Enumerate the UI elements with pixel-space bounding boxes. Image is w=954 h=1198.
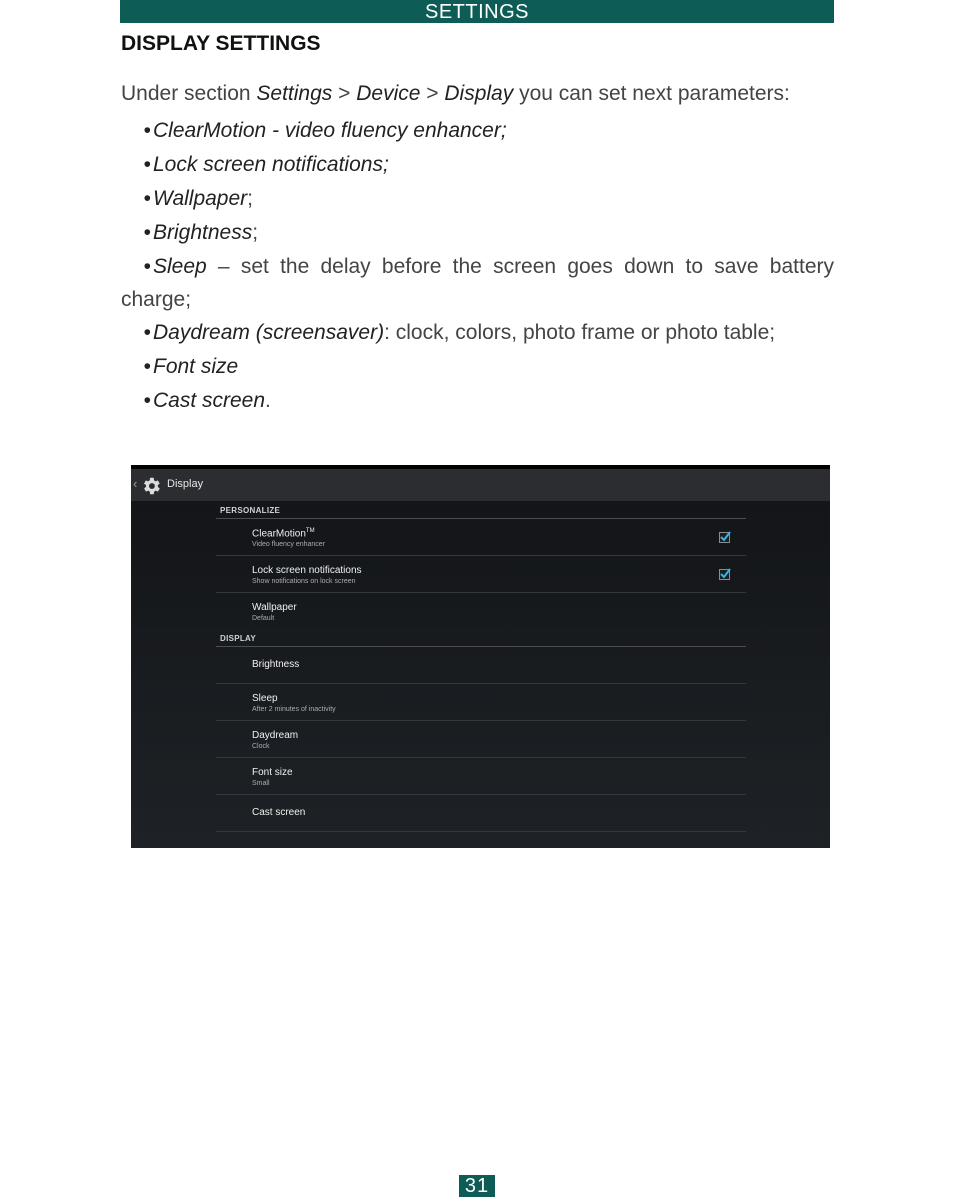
list-item [121,182,834,216]
pref-title: Font size [252,767,293,778]
feature-name: Sleep [153,255,207,278]
list-item [121,148,834,182]
feature-desc: ; [247,187,254,210]
category-header-personalize: PERSONALIZE [216,501,746,519]
pref-title: Cast screen [252,807,306,818]
pref-summary: Clock [252,743,270,750]
preference-list [216,501,746,832]
gear-icon[interactable] [140,475,162,497]
pref-font-size[interactable] [216,758,746,795]
section-title: DISPLAY SETTINGS [121,32,321,55]
checkmark-icon [719,530,731,542]
category-header-display: DISPLAY [216,629,746,647]
action-bar-title: Display [167,478,204,490]
intro-paragraph [121,80,834,108]
action-bar[interactable] [131,469,830,501]
feature-name: Wallpaper [153,187,248,210]
pref-summary: After 2 minutes of inactivity [252,706,336,713]
path-display: Display [444,82,514,105]
clearmotion-checkbox[interactable] [719,532,730,543]
bullet: • [143,355,151,378]
list-item [121,384,834,418]
feature-name: Brightness [153,221,253,244]
feature-name: ClearMotion - video fluency enhancer; [153,119,507,142]
path-separator: > [420,82,445,105]
pref-title: Daydream [252,730,299,741]
trademark: TM [305,528,315,534]
feature-name: Font size [153,355,239,378]
pref-title-text: ClearMotion [252,528,306,540]
pref-wallpaper[interactable] [216,593,746,629]
list-item [121,114,834,148]
running-header-label: SETTINGS [424,1,529,23]
bullet: • [143,321,151,344]
path-settings: Settings [256,82,333,105]
pref-title: Lock screen notifications [252,565,362,576]
list-item [121,350,834,384]
pref-brightness[interactable] [216,647,746,684]
pref-summary: Small [252,780,270,787]
list-item [121,250,834,316]
pref-sleep[interactable] [216,684,746,721]
pref-title: Wallpaper [252,602,297,613]
page-number: 31 [459,1175,495,1197]
bullet: • [143,221,151,244]
pref-clearmotion[interactable] [216,519,746,556]
feature-desc: ; [252,221,259,244]
bullet: • [143,187,151,210]
feature-list [121,114,834,418]
pref-summary: Show notifications on lock screen [252,578,356,585]
path-separator: > [332,82,357,105]
feature-desc: : clock, colors, photo frame or photo table; [384,321,776,344]
feature-name: Daydream (screensaver) [153,321,385,344]
lock-screen-checkbox[interactable] [719,569,730,580]
pref-lock-screen-notifications[interactable] [216,556,746,593]
list-item [121,316,834,350]
pref-cast-screen[interactable] [216,795,746,832]
intro-suffix: you can set next parameters: [513,82,790,105]
intro-prefix: Under section [121,82,257,105]
checkmark-icon [719,567,731,579]
bullet: • [143,389,151,412]
pref-daydream[interactable] [216,721,746,758]
running-header [120,0,834,23]
bullet: • [143,153,151,176]
pref-title: Sleep [252,693,278,704]
path-device: Device [356,82,421,105]
pref-summary: Video fluency enhancer [252,541,326,548]
feature-name: Lock screen notifications; [153,153,389,176]
feature-name: Cast screen [153,389,266,412]
display-settings-screenshot [131,465,830,848]
pref-title [252,528,315,539]
feature-desc: – set the delay before the screen goes down to save battery charge; [121,255,834,311]
feature-desc: . [265,389,271,412]
pref-summary: Default [252,615,275,622]
chevron-left-icon[interactable]: ‹ [133,476,138,491]
bullet: • [143,119,151,142]
pref-title: Brightness [252,659,300,670]
list-item [121,216,834,250]
bullet: • [143,255,151,278]
